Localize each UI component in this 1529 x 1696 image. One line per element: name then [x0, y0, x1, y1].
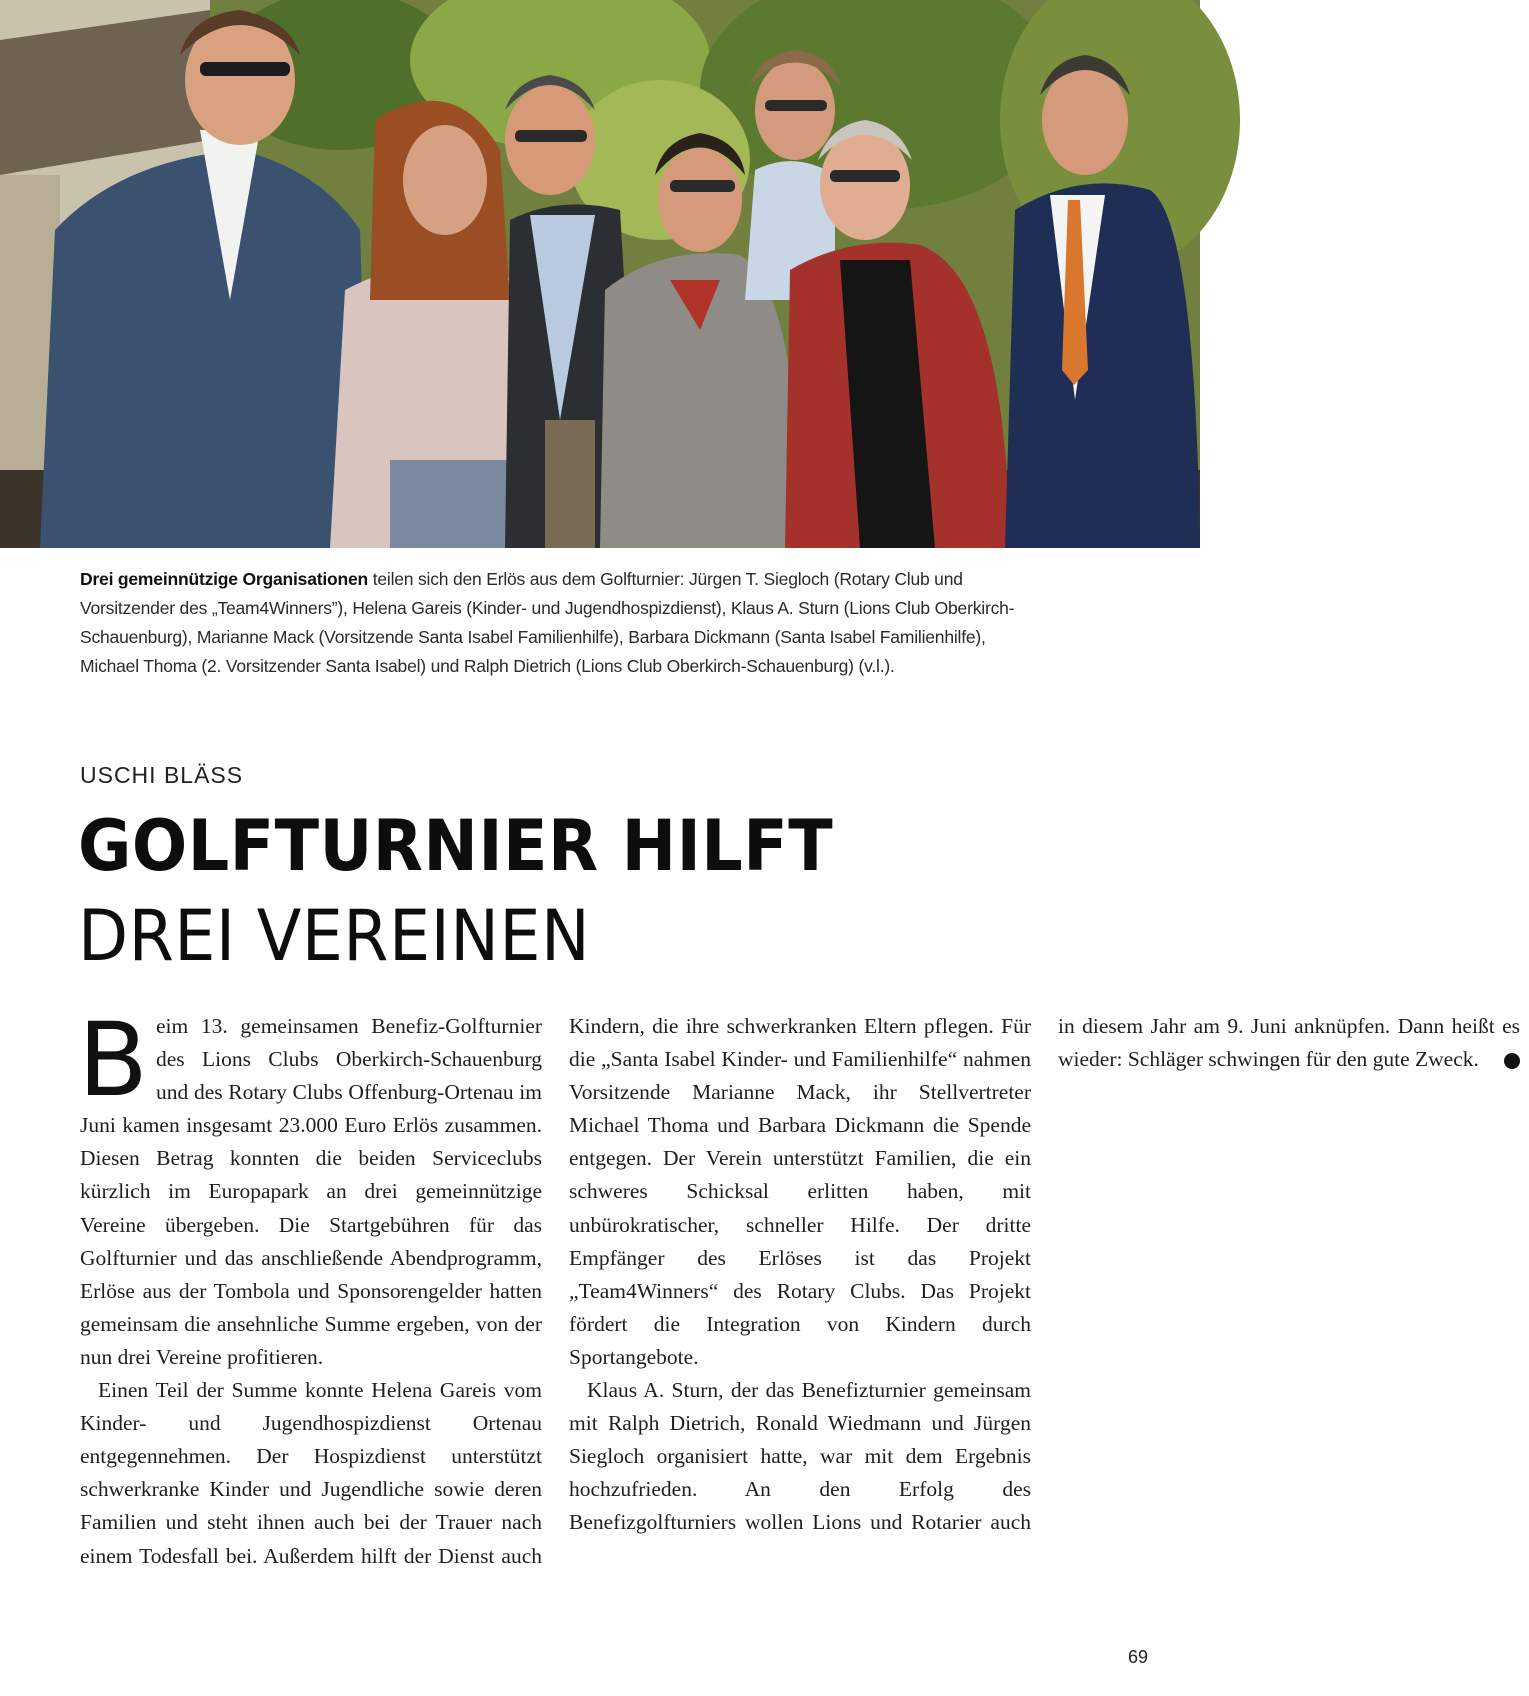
photo-caption: [80, 565, 1030, 681]
author-name: USCHI BLÄSS: [80, 762, 244, 788]
article-paragraph-2: Einen Teil der Summe konnte Helena Gareis vom Kinder- und Jugendhospizdienst Ortenau entgegennehmen. Der Hospizdienst unterstützt schwerkranke Kinder und Jugendliche sowie deren Familien und steht ihnen auch bei der Trauer nach einem Todesfall bei. Außerdem hilft der Dienst auch Kindern, die ihre schwerkranken Eltern pflegen. Für die „Santa Isabel Kinder- und Familienhilfe“ nahmen Vorsitzende Marianne Mack, ihr Stellvertreter Michael Thoma und Barbara Dickmann die Spende entgegen. Der Verein unterstützt Familien, die ein schweres Schicksal erlitten haben, mit unbürokratischer, schneller Hilfe. Der dritte Empfänger des Erlöses ist das Projekt „Team4Winners“ des Rotary Clubs. Das Projekt fördert die Integration von Kindern durch Sportangebote.: [80, 1014, 1031, 1568]
article-title-line1: GOLFTURNIER HILFT: [78, 805, 834, 887]
caption-bold-lead: Drei gemeinnützige Organisationen: [80, 569, 369, 589]
end-mark-icon: L: [1504, 1053, 1520, 1069]
article-body: [78, 1001, 1529, 1590]
drop-cap: B: [78, 1001, 148, 1120]
paragraph-3-text: Klaus A. Sturn, der das Benefizturnier gemeinsam mit Ralph Dietrich, Ronald Wiedmann und Jürgen Siegloch organisiert hatte, war mit dem Ergebnis hochzufrieden. An den Erfolg des Benefizgolfturniers wollen Lions und Rotarier auch in diesem Jahr am 9. Juni anknüpfen. Dann heißt es wieder: Schläger schwingen für den gute Zweck.: [569, 1014, 1520, 1535]
group-photo-illustration: [0, 0, 1200, 548]
article-title-line2: DREI VEREINEN: [78, 895, 591, 977]
article-paragraph-1: [78, 1001, 542, 1374]
page-number: 69: [1128, 1647, 1149, 1667]
caption-text: teilen sich den Erlös aus dem Golfturnier: Jürgen T. Siegloch (Rotary Club und Vorsitzender des „Team4Winners”), Helena Gareis (Kinder- und Jugendhospizdienst), Klaus A. Sturn (Lions Club Oberkirch-Schauenburg), Marianne Mack (Vorsitzende Santa Isabel Familienhilfe), Barbara Dickmann (Santa Isabel Familienhilfe), Michael Thoma (2. Vorsitzender Santa Isabel) und Ralph Dietrich (Lions Club Oberkirch-Schauenburg) (v.l.).: [80, 569, 1015, 676]
paragraph-1-text: eim 13. gemeinsamen Benefiz-Golfturnier des Lions Clubs Oberkirch-Schauenburg und des Rotary Clubs Offenburg-Ortenau im Juni kamen insgesamt 23.000 Euro Erlös zusammen. Diesen Betrag konnten die beiden Serviceclubs kürzlich im Europapark an drei gemeinnützige Vereine übergeben. Die Startgebühren für das Golfturnier und das anschließende Abendprogramm, Erlöse aus der Tombola und Sponsorengelder hatten gemeinsam die ansehnliche Summe ergeben, von der nun drei Vereine profitieren.: [80, 1014, 542, 1369]
group-photo: [0, 0, 1200, 548]
